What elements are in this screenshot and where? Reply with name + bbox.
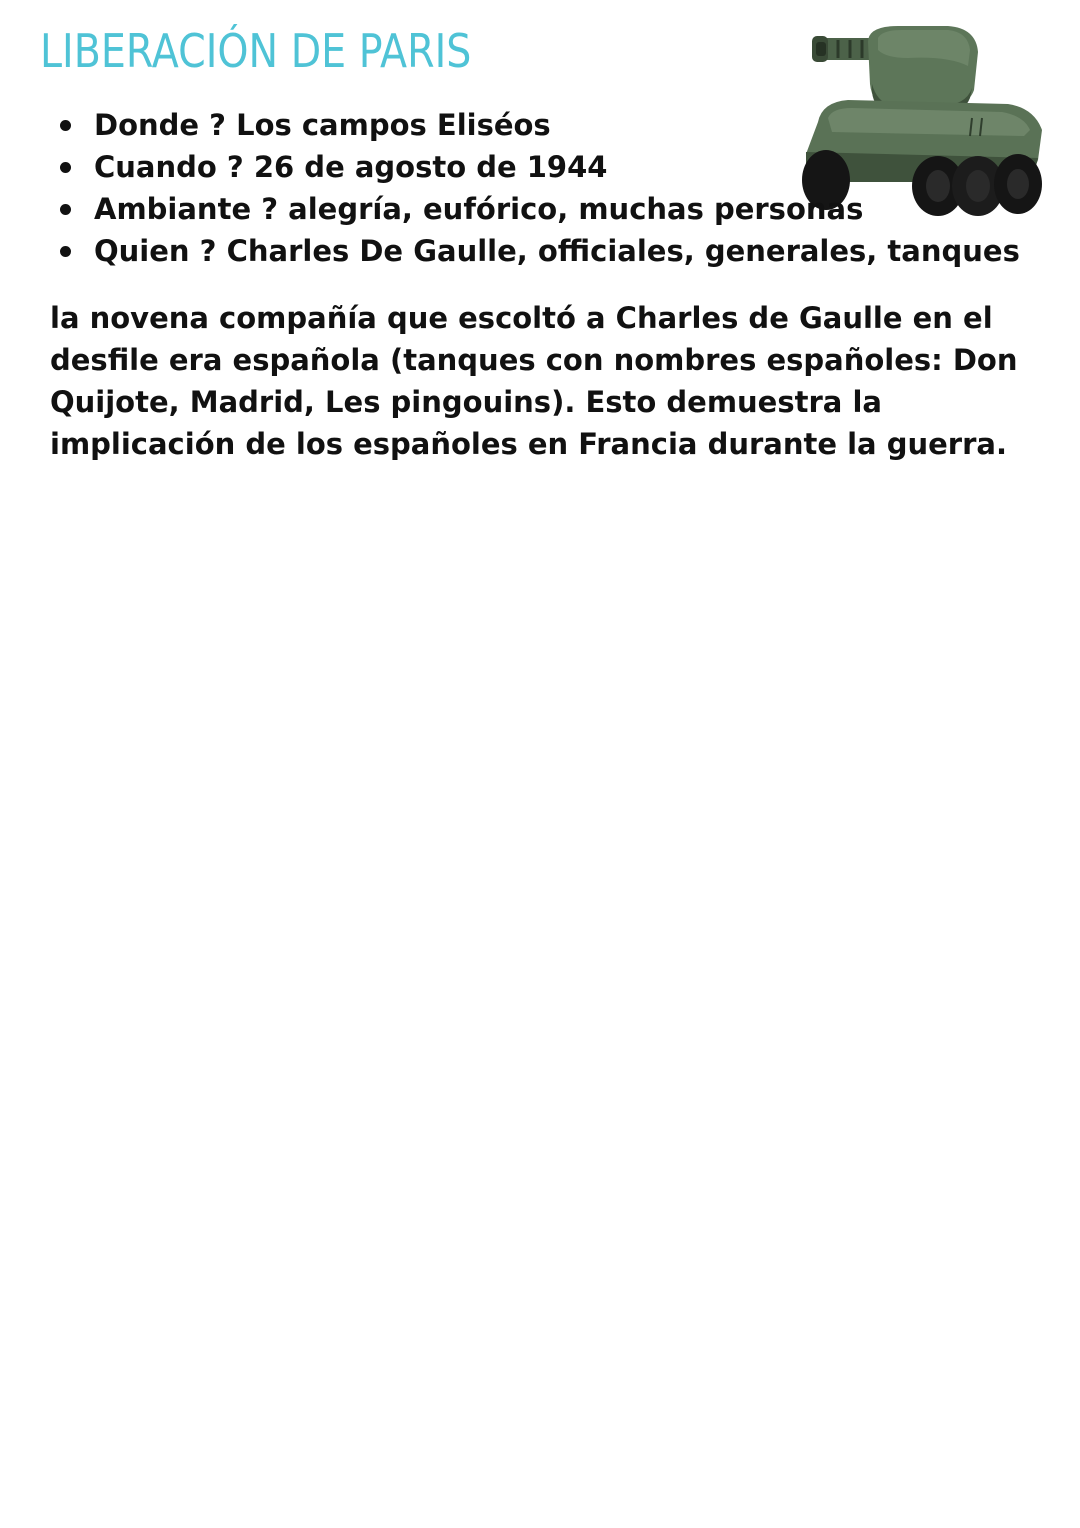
bullet-text: alegría, eufórico, muchas personas [288,192,864,226]
list-item-donde [56,104,1020,146]
bullet-icon [60,162,71,173]
list-item-ambiante [56,188,1020,230]
bullet-text: 26 de agosto de 1944 [253,150,608,184]
list-item-cuando [56,146,1020,188]
tank-turret [868,26,978,114]
info-list [56,104,1020,272]
list-item-quien [56,230,1020,272]
bullet-label: Ambiante ? [94,192,279,226]
bullet-label: Cuando ? [94,150,244,184]
bullet-text: Charles De Gaulle, officiales, generales, tanques [226,234,1020,268]
bullet-label: Donde ? [94,108,226,142]
page-title: LIBERACIÓN DE PARIS [40,24,472,78]
bullet-icon [60,120,71,131]
bullet-icon [60,246,71,257]
body-paragraph: la novena compañía que escoltó a Charles de Gaulle en el desfile era española (tanques con nombres españoles: Don Quijote, Madrid, Les pingouins). Esto demuestra la implicación de los españoles en Francia durante la guerra. [50,301,1018,461]
bullet-text: Los campos Eliséos [236,108,551,142]
bullet-icon [60,204,71,215]
bullet-label: Quien ? [94,234,217,268]
